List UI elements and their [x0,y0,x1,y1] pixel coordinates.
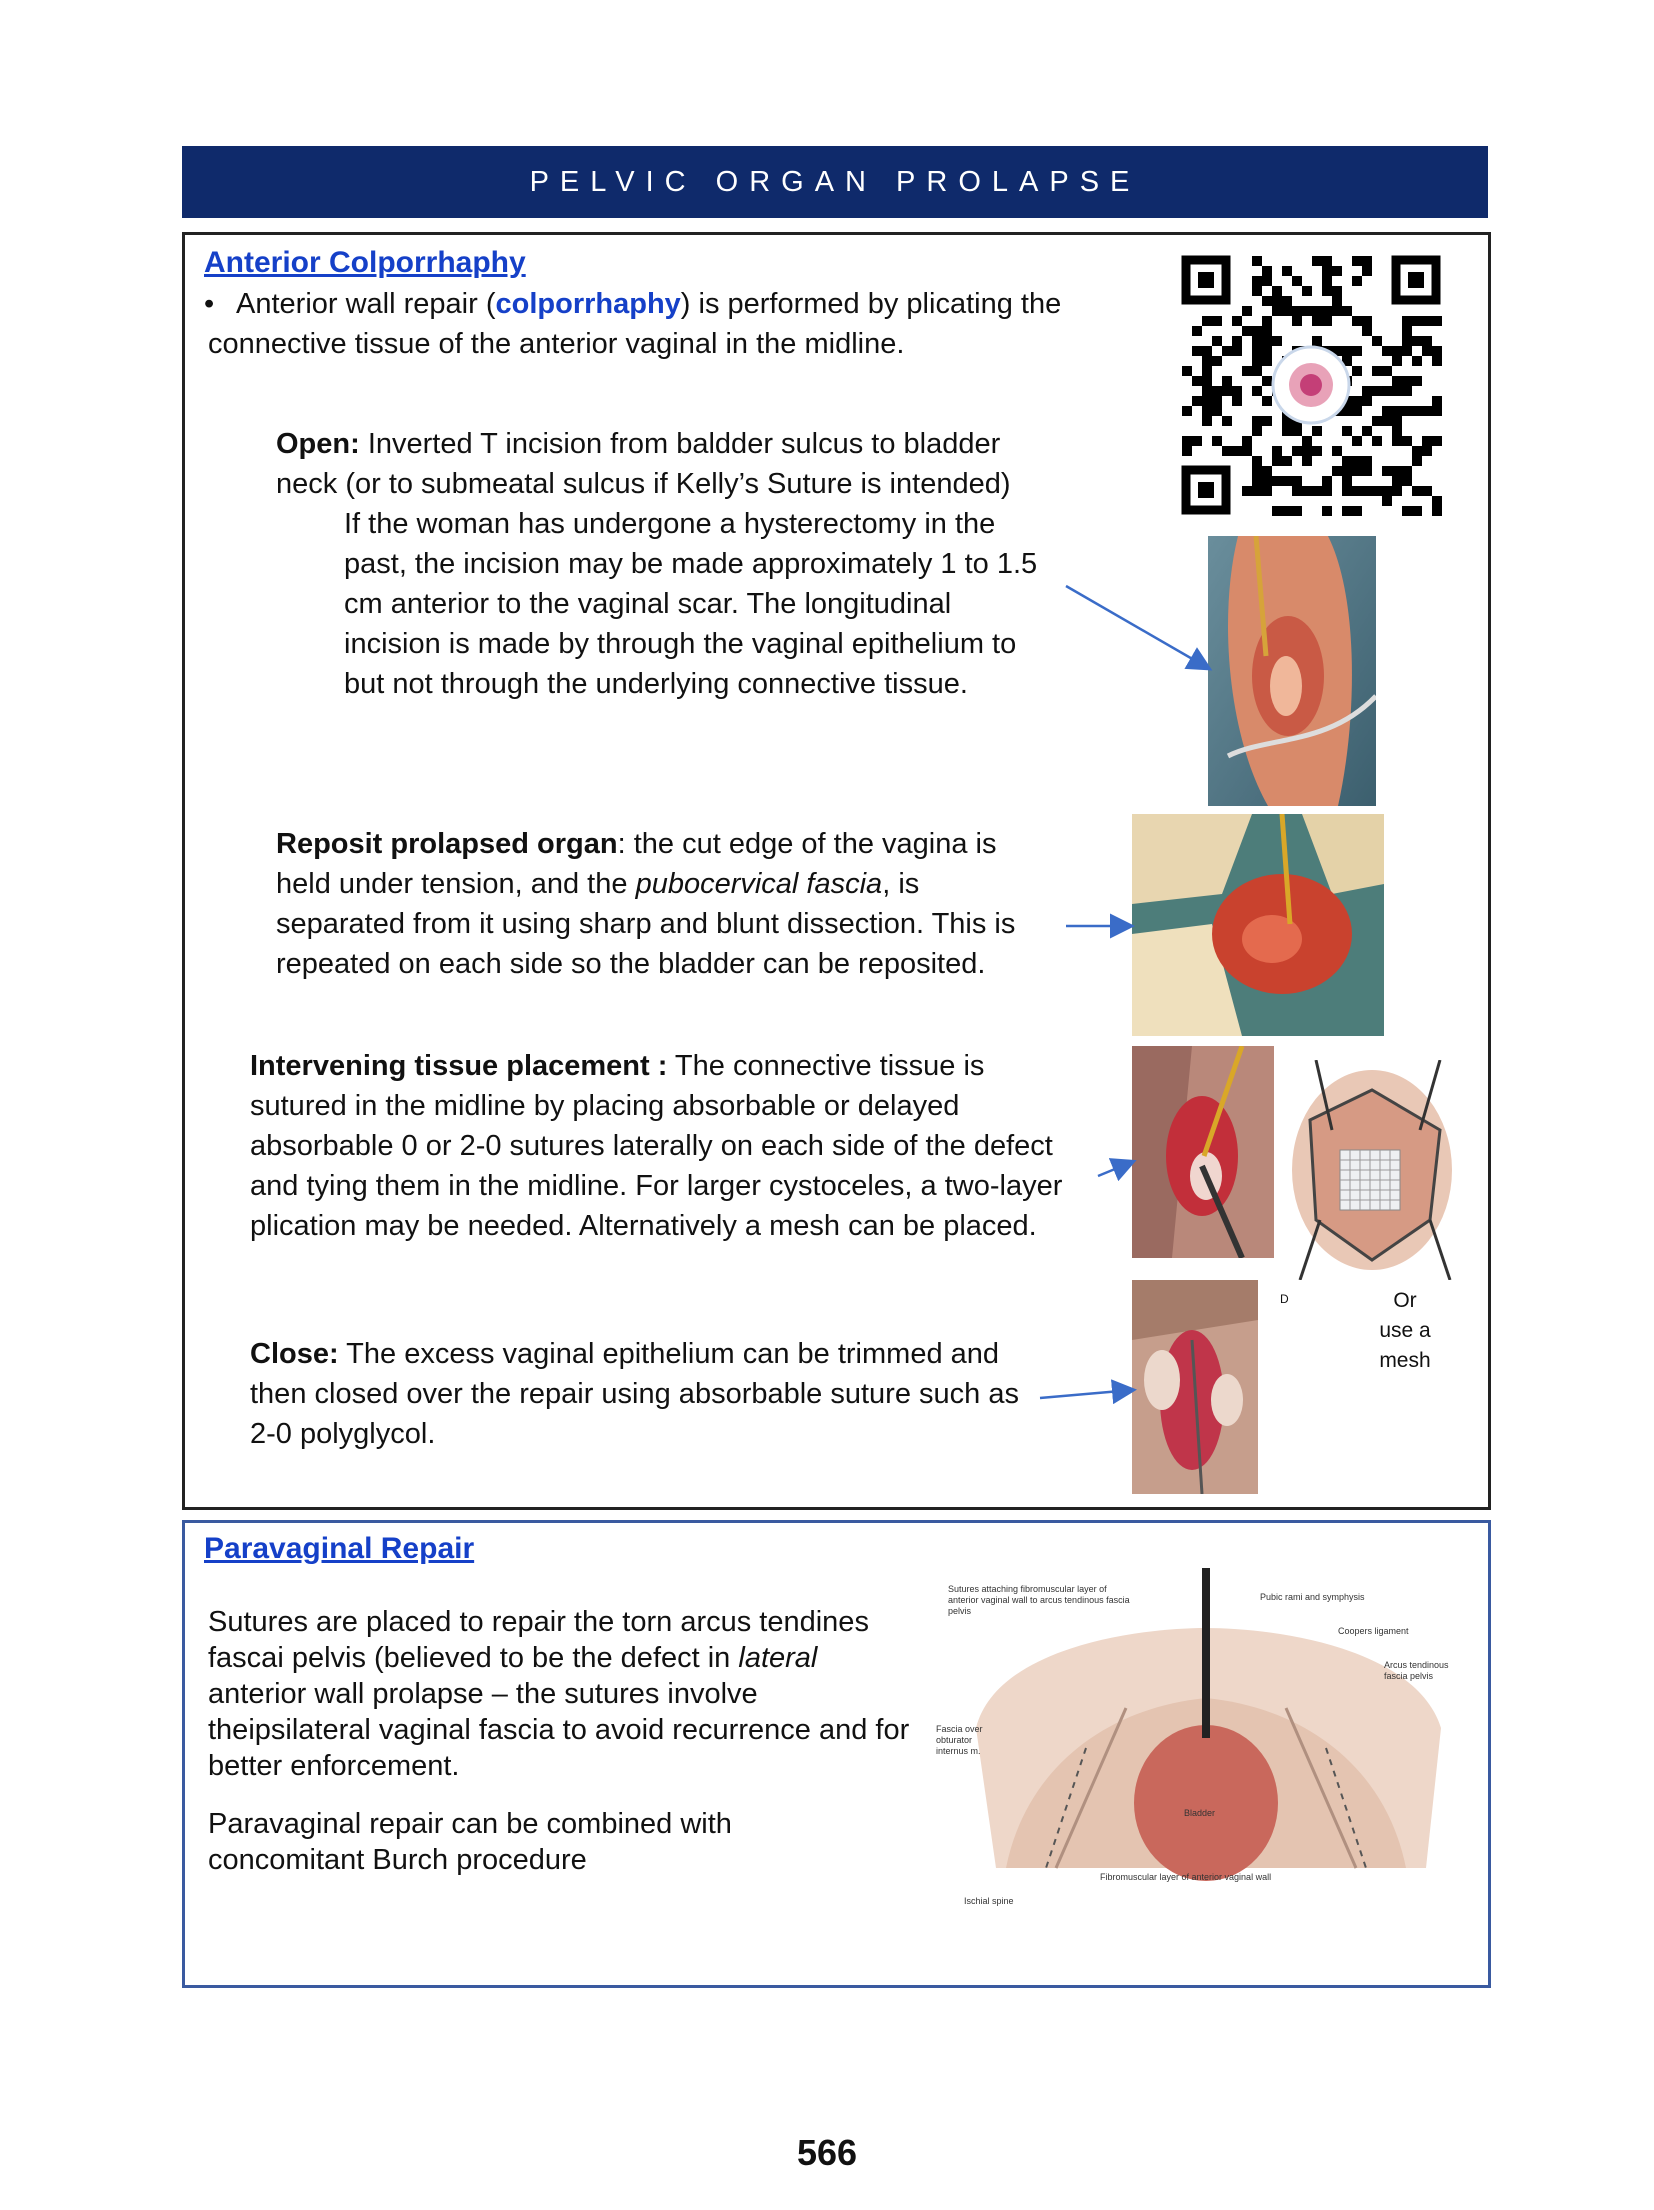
figure-letter: D [1280,1292,1289,1306]
bullet: • [204,288,215,320]
mesh-note: Or use a mesh [1379,1289,1431,1372]
qr-code[interactable] [1180,254,1442,516]
label-sutures: Sutures attaching fibromuscular layer of anterior vaginal wall to arcus tendinous fascia pelvis [948,1584,1130,1616]
pubocervical-fascia-term: pubocervical fascia [635,868,883,900]
intro-line-1: • Anterior wall repair (colporrhaphy) is performed by plicating the [204,284,1144,324]
paravaginal-paragraph-2: Paravaginal repair can be combined with concomitant Burch procedure [208,1808,732,1876]
label-coopers: Coopers ligament [1338,1626,1409,1636]
paravaginal-paragraph-1: Sutures are placed to repair the torn arcus tendines fascai pelvis (believed to be the defect in lateral anterior wall prolapse – the sutures involve theipsilateral vaginal fascia to avoid recurrence and for better enforcement. [208,1606,910,1782]
mesh-illustration [1280,1060,1466,1280]
dissection-photo [1132,814,1384,1036]
page-title: PELVIC ORGAN PROLAPSE [529,165,1141,198]
reposit-step-paragraph: Reposit prolapsed organ: the cut edge of the vagina is held under tension, and the pubocervical fascia, is separated from it using sharp and blunt dissection. This is repeated on each side so the bladder can be reposited. [276,828,1016,980]
closure-photo [1132,1280,1258,1494]
reposit-label: Reposit prolapsed organ [276,828,618,860]
page-number: 566 [796,2132,858,2173]
page-header-banner [182,146,1488,218]
paravaginal-repair-heading[interactable]: Paravaginal Repair [204,1532,475,1565]
open-detail-paragraph: If the woman has undergone a hysterectomy in the past, the incision may be made approximately 1 to 1.5 cm anterior to the vaginal scar. The longitudinal incision is made by through the vaginal epithelium to but not through the underlying connective tissue. [344,508,1038,700]
open-step-paragraph: Open: Inverted T incision from baldder sulcus to bladder neck (or to submeatal sulcus if Kelly’s Suture is intended) [276,428,1011,500]
open-label: Open: [276,428,360,460]
close-label: Close: [250,1338,339,1370]
label-ischial: Ischial spine [964,1896,1014,1906]
incision-photo [1208,536,1376,806]
intro-line-2: connective tissue of the anterior vaginal in the midline. [208,328,905,360]
label-fascia: Fascia over obturator internus m. [936,1724,983,1756]
label-fibro: Fibromuscular layer of anterior vaginal wall [1100,1872,1272,1882]
label-bladder: Bladder [1184,1808,1216,1818]
intro-paragraph [204,284,1144,364]
intervening-step-paragraph: Intervening tissue placement : The connective tissue is sutured in the midline by placing absorbable or delayed absorbable 0 or 2-0 sutures laterally on each side of the defect and tying them in the midline. For larger cystoceles, a two-layer plication may be needed. Alternatively a mesh can be placed. [250,1050,1063,1242]
lateral-term: lateral [738,1642,818,1674]
close-step-paragraph: Close: The excess vaginal epithelium can be trimmed and then closed over the repair using absorbable suture such as 2-0 polyglycol. [250,1338,1019,1450]
intervening-label: Intervening tissue placement : [250,1050,668,1082]
label-arcus: Arcus tendinous fascia pelvis [1384,1660,1449,1681]
anterior-colporrhaphy-heading[interactable]: Anterior Colporrhaphy [204,246,526,279]
label-pubic: Pubic rami and symphysis [1260,1592,1365,1602]
plication-photo [1132,1046,1274,1258]
colporrhaphy-keyword: colporrhaphy [495,288,681,320]
